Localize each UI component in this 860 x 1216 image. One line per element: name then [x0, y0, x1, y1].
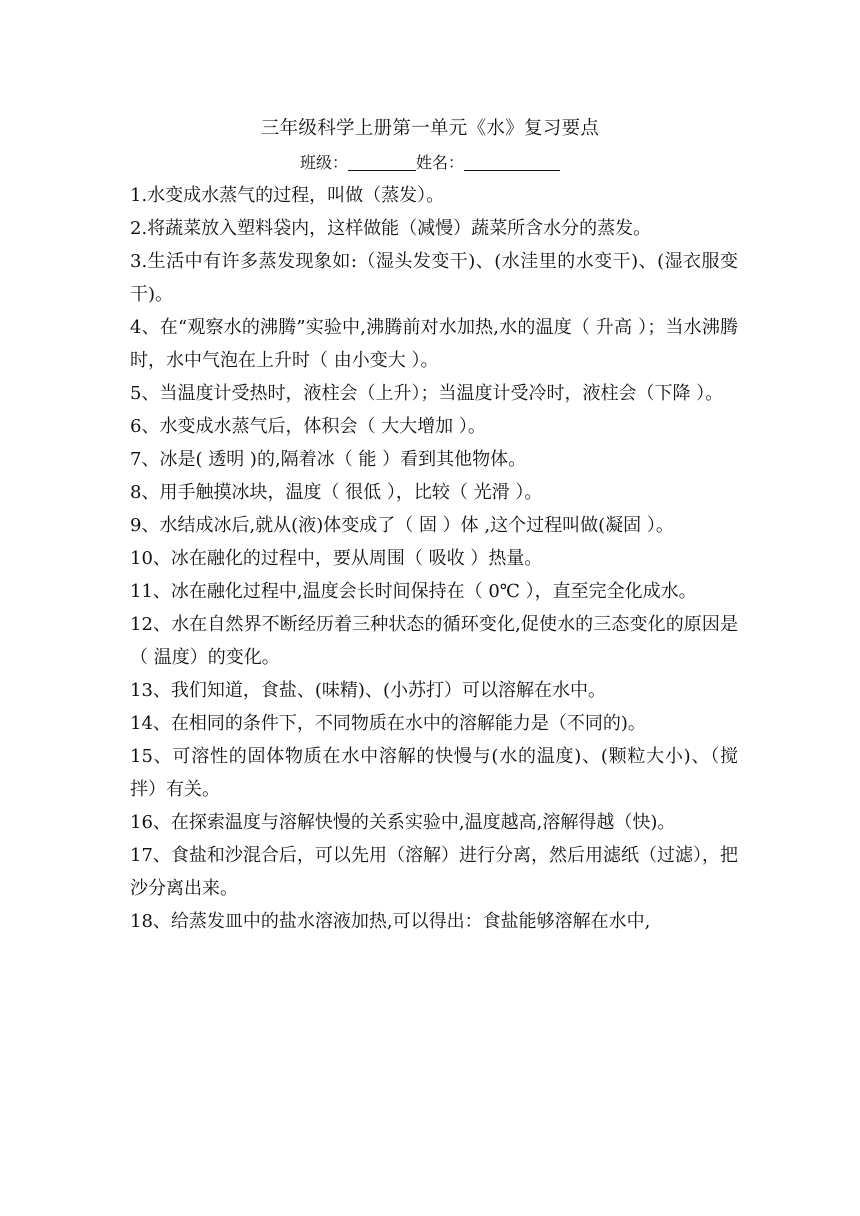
review-item: 13、我们知道，食盐、(味精)、(小苏打）可以溶解在水中。 [130, 680, 606, 701]
name-label: 姓名： [416, 153, 465, 172]
review-item: 14、在相同的条件下，不同物质在水中的溶解能力是（不同的)。 [130, 713, 646, 734]
class-blank [348, 154, 416, 171]
review-item: 18、给蒸发皿中的盐水溶液加热,可以得出：食盐能够溶解在水中, [130, 911, 651, 932]
review-item: 1.水变成水蒸气的过程，叫做（蒸发）。 [130, 185, 445, 206]
review-item: 11、冰在融化过程中,温度会长时间保持在（ 0℃ ），直至完全化成水。 [130, 581, 697, 602]
review-item: 10、冰在融化的过程中，要从周围（ 吸收 ）热量。 [130, 548, 543, 569]
review-item: 12、水在自然界不断经历着三种状态的循环变化,促使水的三态变化的原因是（ 温度）的变化。 [130, 614, 738, 668]
document-title: 三年级科学上册第一单元《水》复习要点 [260, 118, 600, 139]
review-item: 9、水结成冰后,就从(液)体变成了（ 固 ）体 ,这个过程叫做(凝固 ）。 [130, 515, 674, 536]
review-item: 16、在探索温度与溶解快慢的关系实验中,温度越高,溶解得越（快)。 [130, 812, 676, 833]
review-item: 2.将蔬菜放入塑料袋内，这样做能（减慢）蔬菜所含水分的蒸发。 [130, 218, 652, 239]
review-item: 3.生活中有许多蒸发现象如:（湿头发变干)、(水洼里的水变干)、(湿衣服变干)。 [130, 251, 738, 305]
class-name-line [0, 150, 860, 173]
review-item: 4、在“观察水的沸腾”实验中,沸腾前对水加热,水的温度（ 升高 ）；当水沸腾时，水中气泡在上升时（ 由小变大 ）。 [130, 317, 738, 371]
review-items-list [130, 179, 738, 938]
review-item: 8、用手触摸冰块，温度（ 很低 ），比较（ 光滑 ）。 [130, 482, 543, 503]
name-blank [464, 154, 560, 171]
review-item: 15、可溶性的固体物质在水中溶解的快慢与(水的温度)、(颗粒大小)、（搅拌）有关。 [130, 746, 738, 800]
review-item: 6、水变成水蒸气后，体积会（ 大大增加 ）。 [130, 416, 486, 437]
review-item: 7、冰是( 透明 )的,隔着冰（ 能 ）看到其他物体。 [130, 449, 527, 470]
review-item: 5、当温度计受热时，液柱会（上升）；当温度计受冷时，液柱会（下降 ）。 [130, 383, 724, 404]
review-item: 17、食盐和沙混合后，可以先用（溶解）进行分离，然后用滤纸（过滤），把沙分离出来。 [130, 845, 738, 899]
class-label: 班级： [299, 153, 348, 172]
